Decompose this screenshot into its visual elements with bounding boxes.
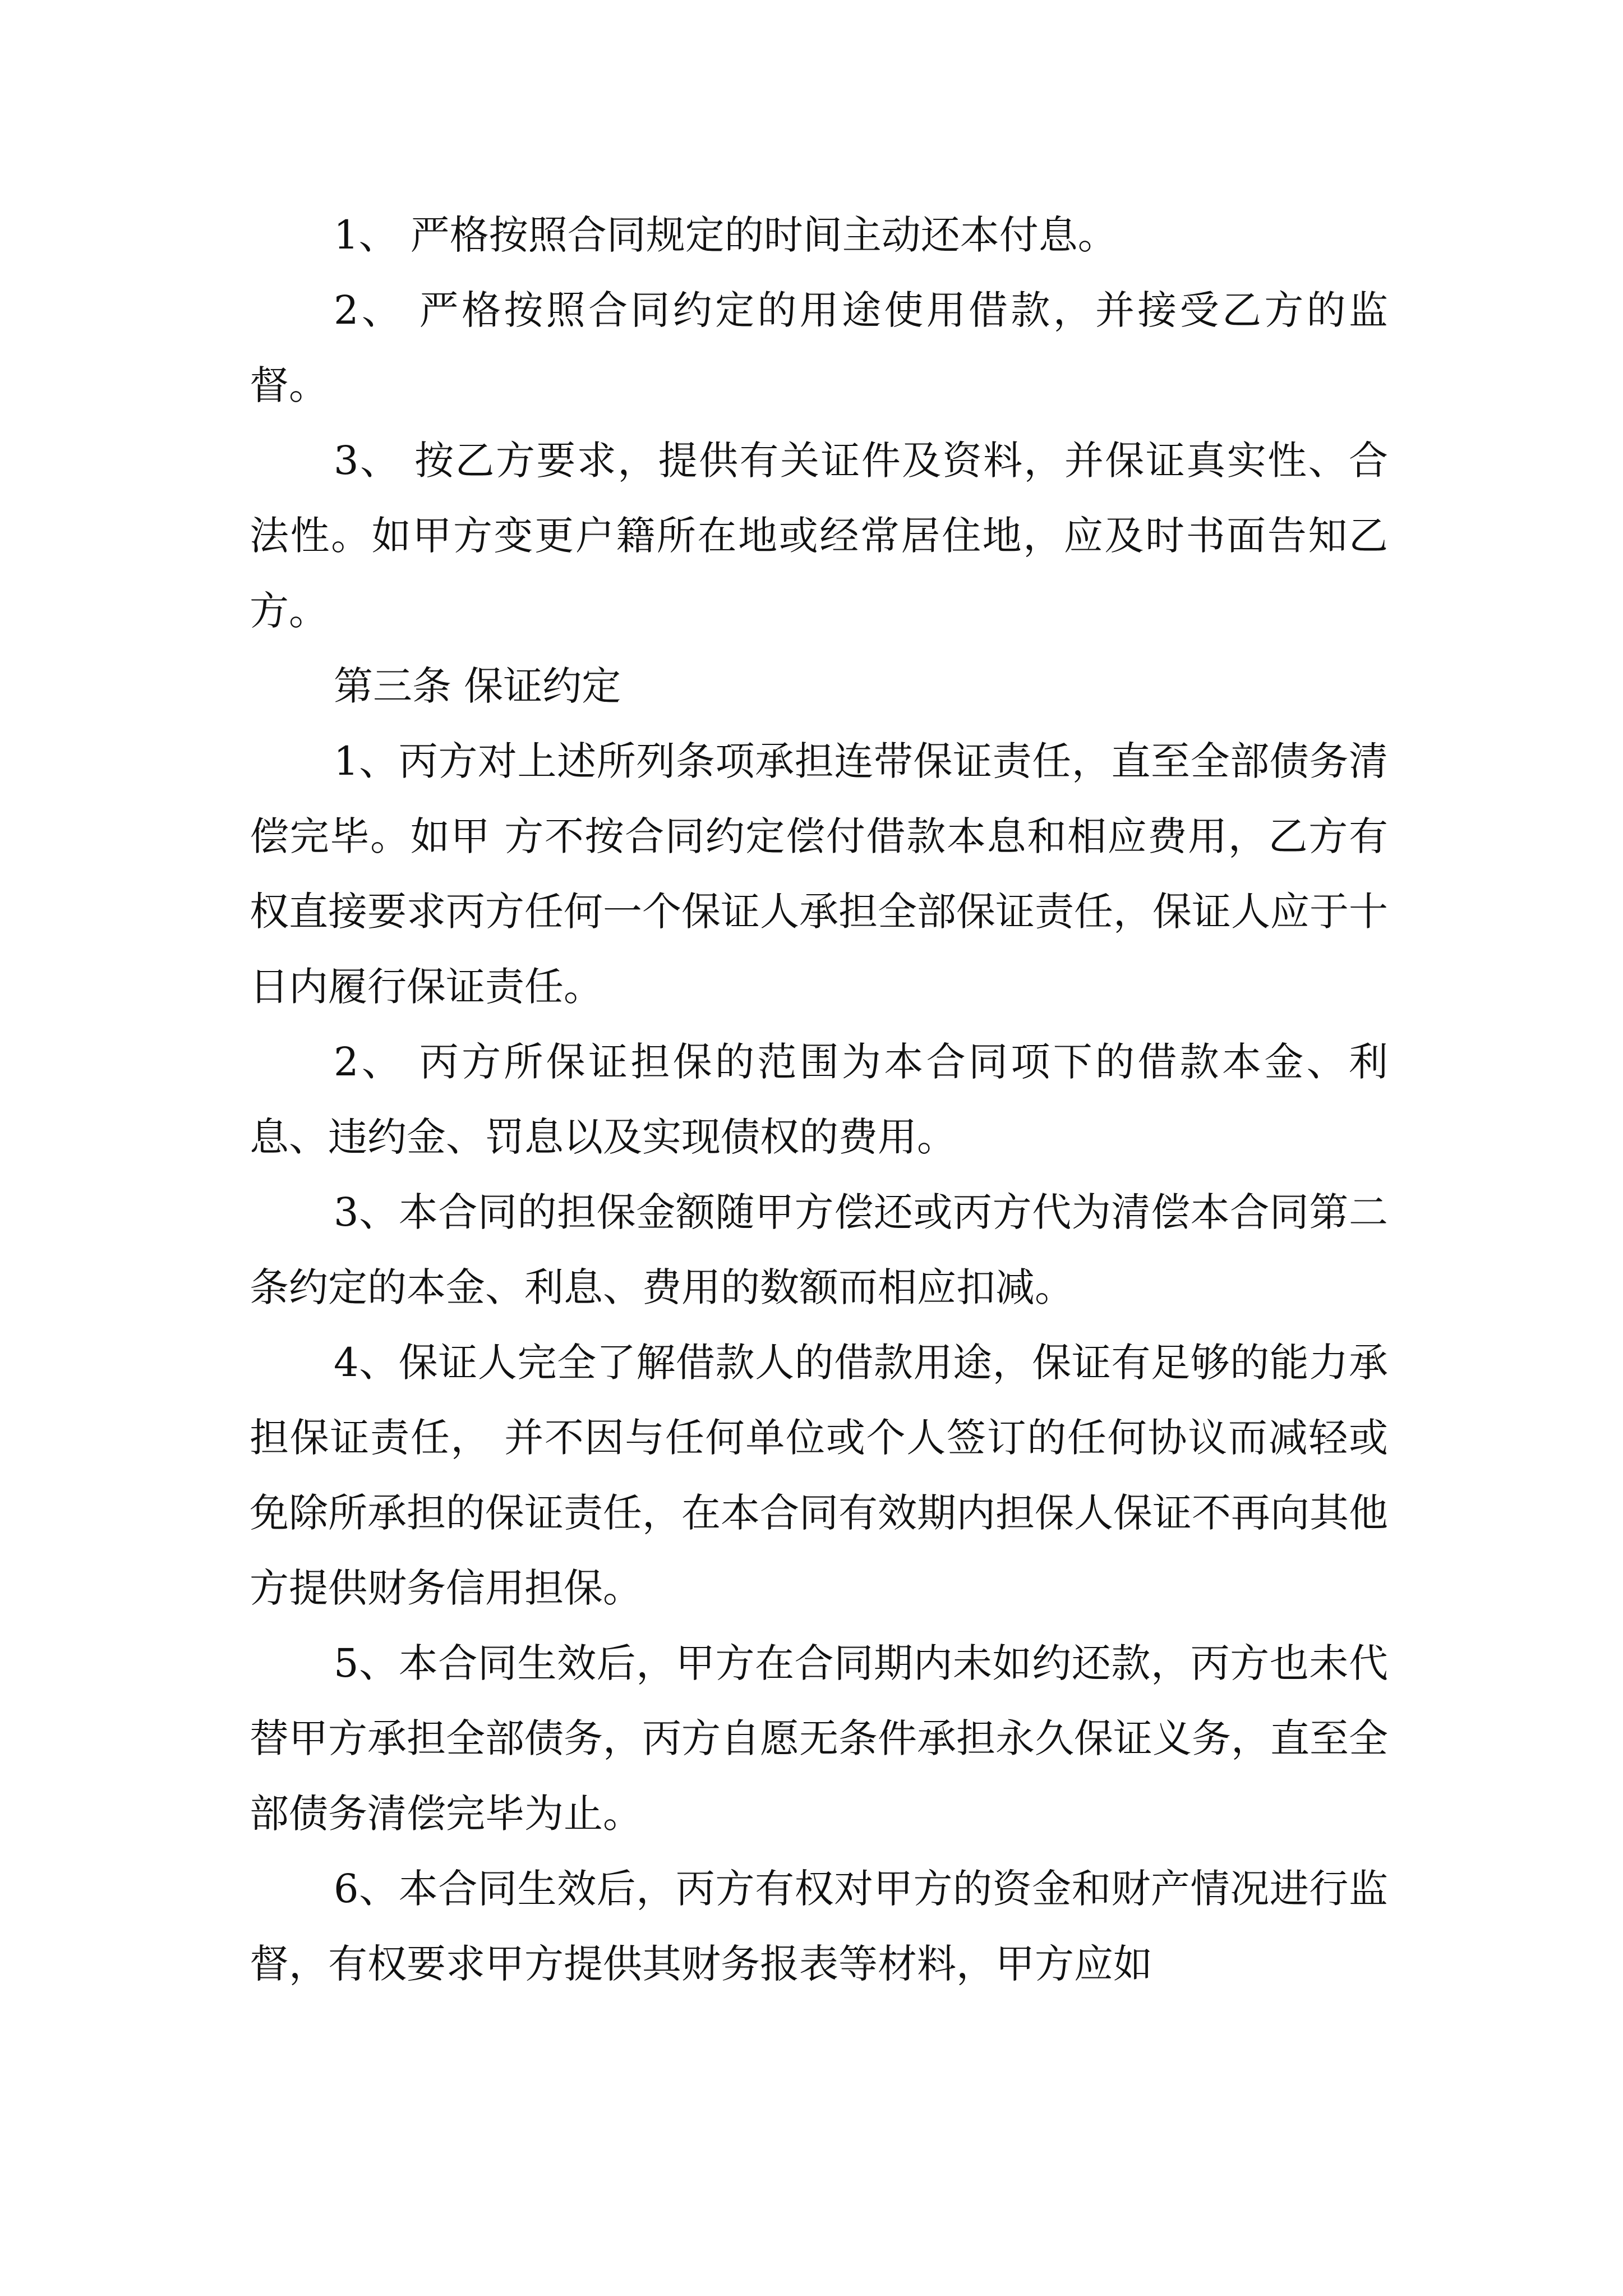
paragraph-obligation-2: 2、 严格按照合同约定的用途使用借款，并接受乙方的监督。 [250, 287, 1388, 408]
paragraph-guarantee-4: 4、保证人完全了解借款人的借款用途，保证有足够的能力承担保证责任， 并不因与任何单位或个人签订的任何协议而减轻或免除所承担的保证责任，在本合同有效期内担保人保证不再向其他方提供财务信用担保。 [250, 1340, 1388, 1611]
paragraph-guarantee-3: 3、本合同的担保金额随甲方偿还或丙方代为清偿本合同第二条约定的本金、利息、费用的数额而相应扣减。 [250, 1189, 1388, 1310]
paragraph-obligation-3: 3、 按乙方要求，提供有关证件及资料，并保证真实性、合法性。如甲方变更户籍所在地或经常居住地，应及时书面告知乙方。 [250, 438, 1388, 634]
document-body [250, 197, 1388, 2001]
paragraph-obligation-1: 1、 严格按照合同规定的时间主动还本付息。 [334, 212, 1117, 258]
section-heading-article-3: 第三条 保证约定 [334, 663, 621, 709]
paragraph-guarantee-6: 6、本合同生效后，丙方有权对甲方的资金和财产情况进行监督，有权要求甲方提供其财务报表等材料，甲方应如 [250, 1866, 1388, 1987]
paragraph-guarantee-5: 5、本合同生效后，甲方在合同期内未如约还款，丙方也未代替甲方承担全部债务，丙方自愿无条件承担永久保证义务，直至全部债务清偿完毕为止。 [250, 1640, 1388, 1837]
paragraph-guarantee-1: 1、丙方对上述所列条项承担连带保证责任，直至全部债务清偿完毕。如甲 方不按合同约定偿付借款本息和相应费用，乙方有权直接要求丙方任何一个保证人承担全部保证责任，保证人应于十日内履行保证责任。 [250, 738, 1388, 1010]
paragraph-guarantee-2: 2、 丙方所保证担保的范围为本合同项下的借款本金、利息、违约金、罚息以及实现债权的费用。 [250, 1039, 1388, 1160]
